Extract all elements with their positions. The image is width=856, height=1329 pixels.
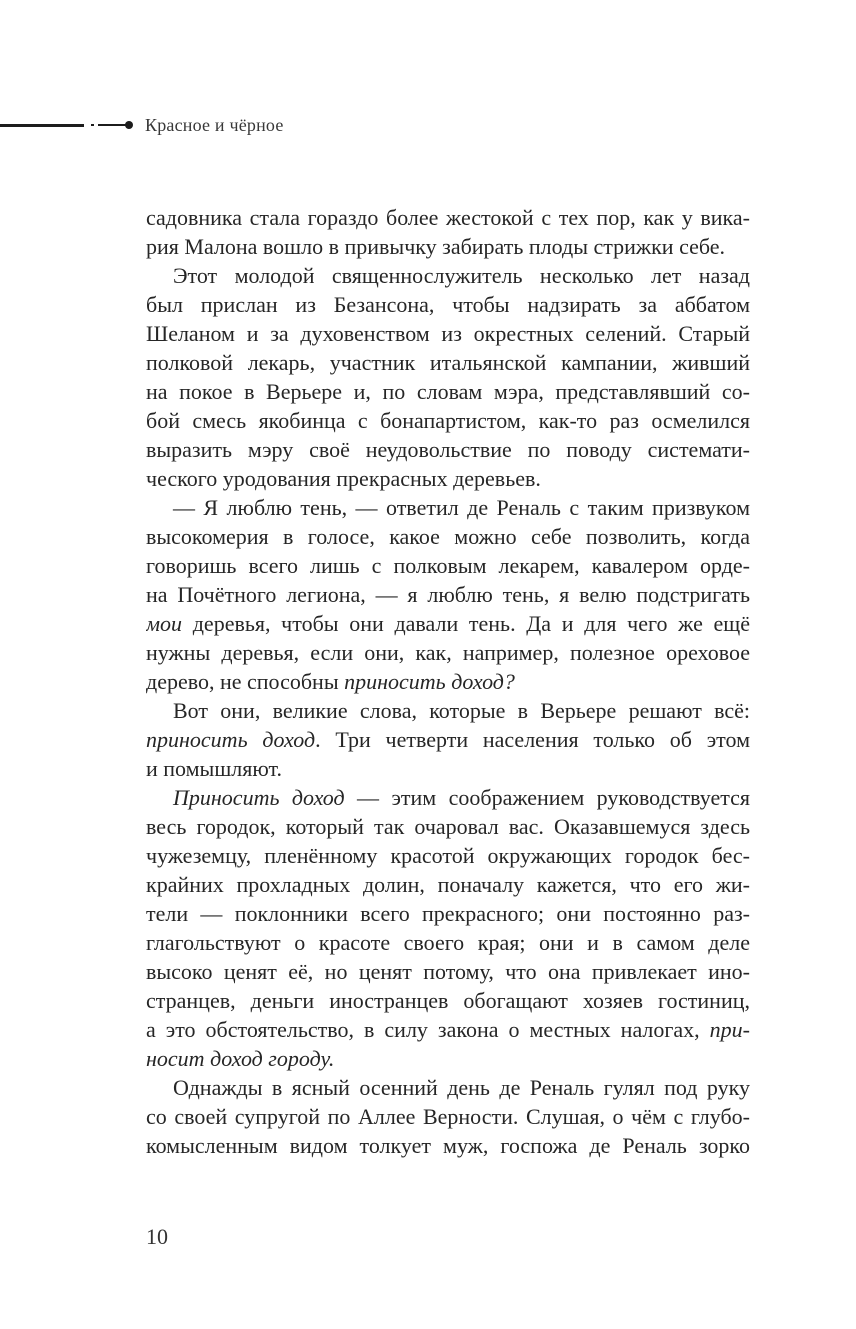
text-run: Вот они, великие слова, которые в Верьере решают всё:: [173, 698, 750, 723]
text-line: [146, 1015, 750, 1044]
text-line: [146, 1073, 750, 1102]
header-rule-gap: [84, 125, 91, 126]
text-run: . Три четверти населения только об этом: [315, 727, 750, 752]
text-line: [146, 464, 750, 493]
text-line: [146, 203, 750, 232]
text-run: выразить мэру своё неудовольствие по поводу системати-: [146, 437, 750, 462]
running-head-title: Красное и чёрное: [145, 114, 284, 135]
text-line: [146, 638, 750, 667]
italic-run: приносить доход?: [344, 669, 515, 694]
text-run: рия Малона вошло в привычку забирать плоды стрижки себе.: [146, 234, 726, 259]
text-run: высоко ценят её, но ценят потому, что она привлекает ино-: [146, 959, 750, 984]
text-line: [146, 551, 750, 580]
text-run: Этот молодой священнослужитель несколько лет назад: [173, 263, 750, 288]
text-run: полковой лекарь, участник итальянской кампании, живший: [146, 350, 750, 375]
text-run: на Почётного легиона, — я люблю тень, я велю подстригать: [146, 582, 750, 607]
italic-run: мои: [146, 611, 183, 636]
text-run: комысленным видом толкует муж, госпожа де Реналь зорко: [146, 1133, 750, 1158]
text-line: [146, 493, 750, 522]
text-run: со своей супругой по Аллее Верности. Слушая, о чём с глубо-: [146, 1104, 750, 1129]
text-run: — этим соображением руководствуется: [344, 785, 750, 810]
body-text: [146, 203, 750, 1160]
running-head: [0, 112, 284, 138]
text-line: [146, 783, 750, 812]
text-run: Шеланом и за духовенством из окрестных селений. Старый: [146, 321, 750, 346]
text-line: [146, 377, 750, 406]
text-line: [146, 406, 750, 435]
text-line: [146, 986, 750, 1015]
text-line: [146, 1044, 750, 1073]
text-line: [146, 812, 750, 841]
text-run: весь городок, который так очаровал вас. Оказавшемуся здесь: [146, 814, 750, 839]
page-number: 10: [146, 1224, 168, 1249]
text-line: [146, 725, 750, 754]
text-line: [146, 435, 750, 464]
italic-run: носит доход городу.: [146, 1046, 335, 1071]
text-line: [146, 348, 750, 377]
text-run: ческого уродования прекрасных деревьев.: [146, 466, 541, 491]
text-line: [146, 841, 750, 870]
text-run: садовника стала гораздо более жестокой с тех пор, как у вика-: [146, 205, 750, 230]
text-run: — Я люблю тень, — ответил де Реналь с таким призвуком: [173, 495, 750, 520]
text-run: деревья, чтобы они давали тень. Да и для чего же ещё: [182, 611, 750, 636]
text-run: Однажды в ясный осенний день де Реналь гулял под руку: [173, 1075, 750, 1100]
header-bullet-icon: [125, 121, 133, 129]
text-line: [146, 957, 750, 986]
italic-run: Приносить доход: [173, 785, 345, 810]
text-run: крайних прохладных долин, поначалу кажется, что его жи-: [146, 872, 750, 897]
text-run: странцев, деньги иностранцев обогащают хозяев гостиниц,: [146, 988, 750, 1013]
header-rule-line: [0, 124, 84, 127]
text-line: [146, 261, 750, 290]
text-run: говоришь всего лишь с полковым лекарем, кавалером орде-: [146, 553, 750, 578]
text-run: на покое в Верьере и, по словам мэра, представлявший со-: [146, 379, 750, 404]
text-line: [146, 609, 750, 638]
italic-run: при-: [709, 1017, 750, 1042]
text-line: [146, 1102, 750, 1131]
text-line: [146, 899, 750, 928]
text-line: [146, 928, 750, 957]
text-line: [146, 870, 750, 899]
text-run: был прислан из Безансона, чтобы надзирать за аббатом: [146, 292, 750, 317]
text-run: глагольствуют о красоте своего края; они и в самом деле: [146, 930, 750, 955]
text-line: [146, 290, 750, 319]
header-rule-dash: [98, 124, 126, 126]
text-run: дерево, не способны: [146, 669, 345, 694]
text-line: [146, 754, 750, 783]
text-run: чужеземцу, пленённому красотой окружающих городок бес-: [146, 843, 750, 868]
italic-run: приносить доход: [146, 727, 316, 752]
text-run: нужны деревья, если они, как, например, полезное ореховое: [146, 640, 750, 665]
text-run: и помышляют.: [146, 756, 282, 781]
text-run: тели — поклонники всего прекрасного; они постоянно раз-: [146, 901, 750, 926]
text-run: высокомерия в голосе, какое можно себе позволить, когда: [146, 524, 750, 549]
text-line: [146, 1131, 750, 1160]
text-line: [146, 232, 750, 261]
text-line: [146, 667, 750, 696]
text-run: а это обстоятельство, в силу закона о местных налогах,: [146, 1017, 710, 1042]
text-line: [146, 522, 750, 551]
text-run: бой смесь якобинца с бонапартистом, как-то раз осмелился: [146, 408, 750, 433]
text-line: [146, 696, 750, 725]
text-line: [146, 319, 750, 348]
text-line: [146, 580, 750, 609]
